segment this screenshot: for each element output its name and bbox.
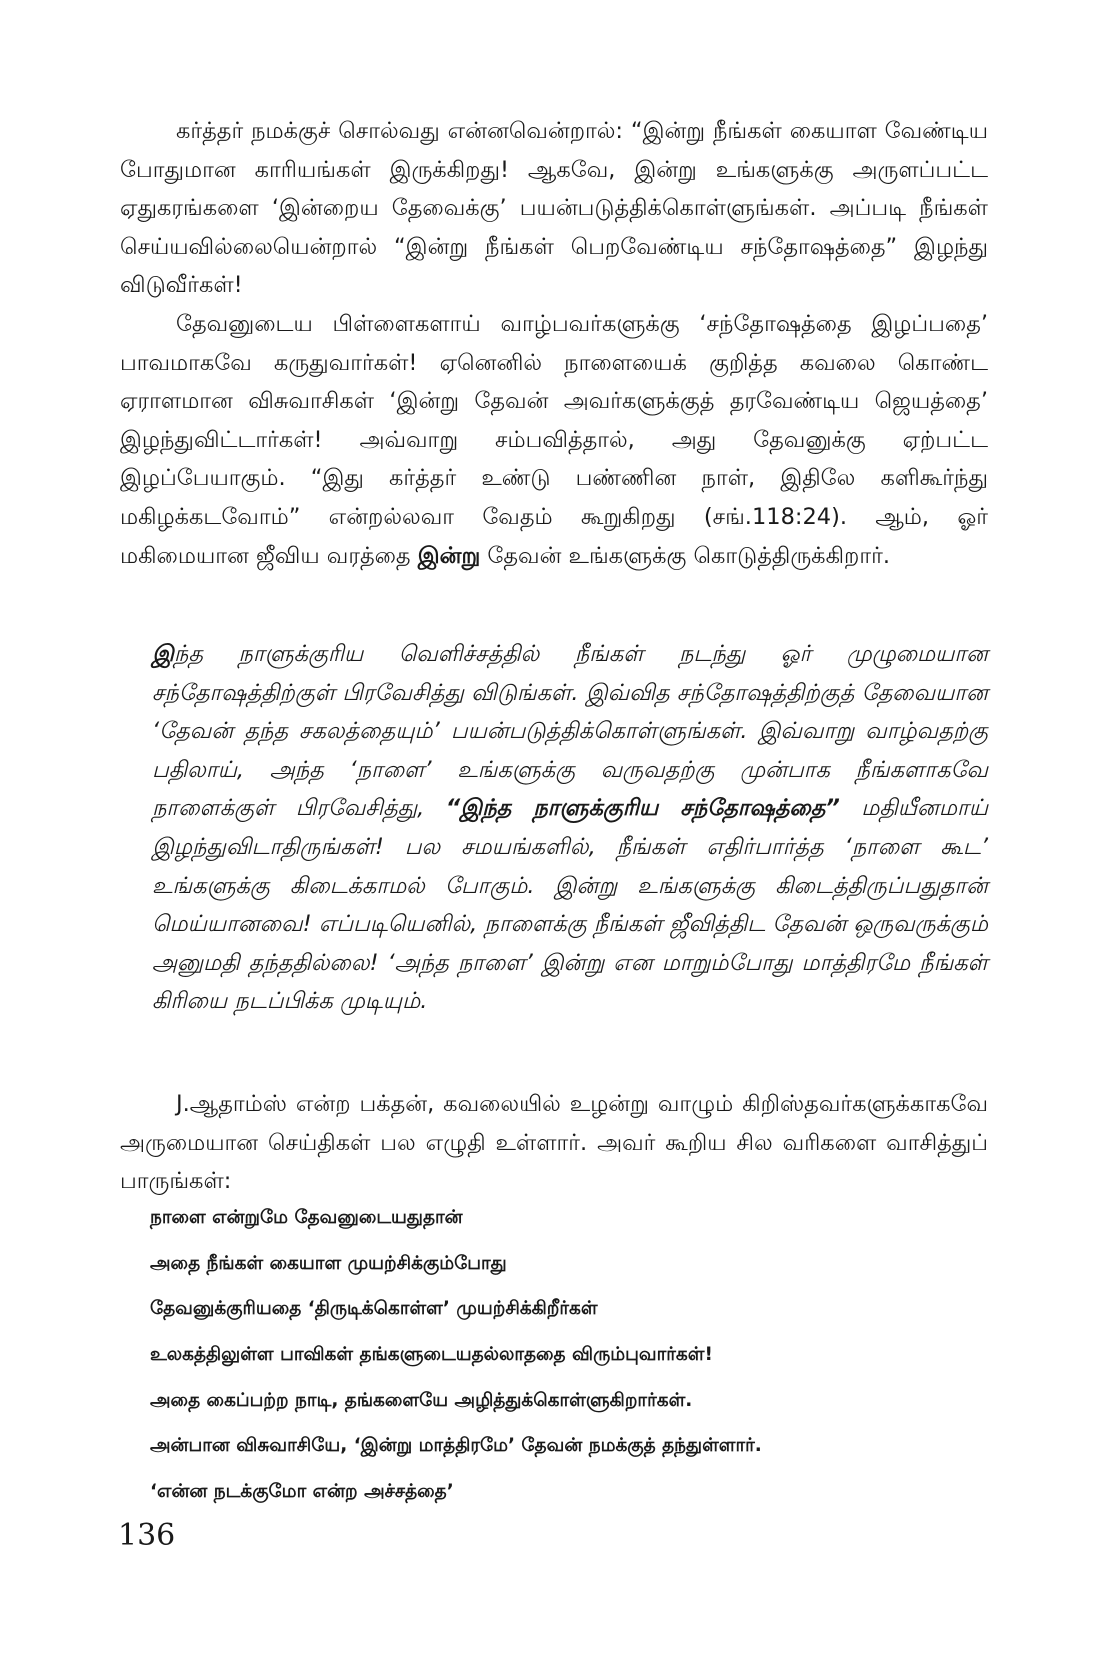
quote-text-b: மதியீனமாய் இழந்துவிடாதிருங்கள்! பல சமயங்களில், நீங்கள் எதிர்பார்த்த ‘நாளை கூட’ உங்களுக்கு கிடைக்காமல் போகும். இன்று உங்களுக்கு கிடைத்திருப்பதுதான் மெய்யானவை! எப்படியெனில், நாளைக்கு நீங்கள் ஜீவித்திட தேவன் ஒருவருக்கும் அனுமதி தந்ததில்லை! ‘அந்த நாளை’ இன்று என மாறும்போது மாத்திரமே நீங்கள் கிரியை நடப்பிக்க முடியும். [152,795,989,1015]
quote-emphasis: “இந்த நாளுக்குரிய சந்தோஷத்தை” [445,795,840,822]
poem-line: ‘என்ன நடக்குமோ என்ற அச்சத்தை’ [150,1481,454,1503]
poem-line: அதை கைப்பற்ற நாடி, தங்களையே அழித்துக்கொள்ளுகிறார்கள். [150,1389,693,1411]
poem-lines [150,1195,990,1515]
paragraph-2-emphasis: இன்று [417,542,481,569]
poem-line: உலகத்திலுள்ள பாவிகள் தங்களுடையதல்லாததை விரும்புவார்கள்! [150,1344,713,1366]
poem-line: அதை நீங்கள் கையாள முயற்சிக்கும்போது [150,1252,507,1274]
poem-line: நாளை என்றுமே தேவனுடையதுதான் [150,1207,463,1228]
paragraph-2-text: தேவனுடைய பிள்ளைகளாய் வாழ்பவர்களுக்கு ‘சந்தோஷத்தை இழப்பதை’ பாவமாகவே கருதுவார்கள்! ஏனெனில் நாளையைக் குறித்த கவலை கொண்ட ஏராளமான விசுவாசிகள் ‘இன்று தேவன் அவர்களுக்குத் தரவேண்டிய ஜெயத்தை’ இழந்துவிட்டார்கள்! அவ்வாறு சம்பவித்தால், அது தேவனுக்கு ஏற்பட்ட இழப்பேயாகும். “இது கர்த்தர் உண்டு பண்ணின நாள், இதிலே களிகூர்ந்து மகிழக்கடவோம்” என்றல்லவா வேதம் கூறுகிறது (சங்.118:24). ஆம், ஓர் மகிமையான ஜீவிய வரத்தை [120,311,988,569]
quote-text-a: ந்த நாளுக்குரிய வெளிச்சத்தில் நீங்கள் நடந்து ஓர் முழுமையான சந்தோஷத்திற்குள் பிரவேசித்து விடுங்கள். இவ்வித சந்தோஷத்திற்குத் தேவையான ‘தேவன் தந்த சகலத்தையும்’ பயன்படுத்திக்கொள்ளுங்கள். இவ்வாறு வாழ்வதற்கு பதிலாய், அந்த ‘நாளை’ உங்களுக்கு வருவதற்கு முன்பாக நீங்களாகவே நாளைக்குள் பிரவேசித்து, [152,641,988,822]
poem-line: தேவனுக்குரியதை ‘திருடிக்கொள்ள’ முயற்சிக்கிறீர்கள் [150,1298,598,1320]
page-number: 136 [118,1518,176,1553]
paragraph-1: கர்த்தர் நமக்குச் சொல்வது என்னவென்றால்: “இன்று நீங்கள் கையாள வேண்டிய போதுமான காரியங்கள் இருக்கிறது! ஆகவே, இன்று உங்களுக்கு அருளப்பட்ட ஏதுகரங்களை ‘இன்றைய தேவைக்கு’ பயன்படுத்திக்கொள்ளுங்கள். அப்படி நீங்கள் செய்யவில்லையென்றால் “இன்று நீங்கள் பெறவேண்டிய சந்தோஷத்தை” இழந்து விடுவீர்கள்! [120,118,988,299]
poem-line: அன்பான விசுவாசியே, ‘இன்று மாத்திரமே’ தேவன் நமக்குத் தந்துள்ளார். [150,1435,762,1457]
paragraph-4: J.ஆதாம்ஸ் என்ற பக்தன், கவலையில் உழன்று வாழும் கிறிஸ்தவர்களுக்காகவே அருமையான செய்திகள் பல எழுதி உள்ளார். அவர் கூறிய சில வரிகளை வாசித்துப் பாருங்கள்: [120,1091,988,1195]
quote-initial: இ [152,641,174,667]
paragraph-2-end: தேவன் உங்களுக்கு கொடுத்திருக்கிறார். [487,542,890,569]
quote-block [152,635,988,1021]
paragraph-2 [120,305,988,575]
